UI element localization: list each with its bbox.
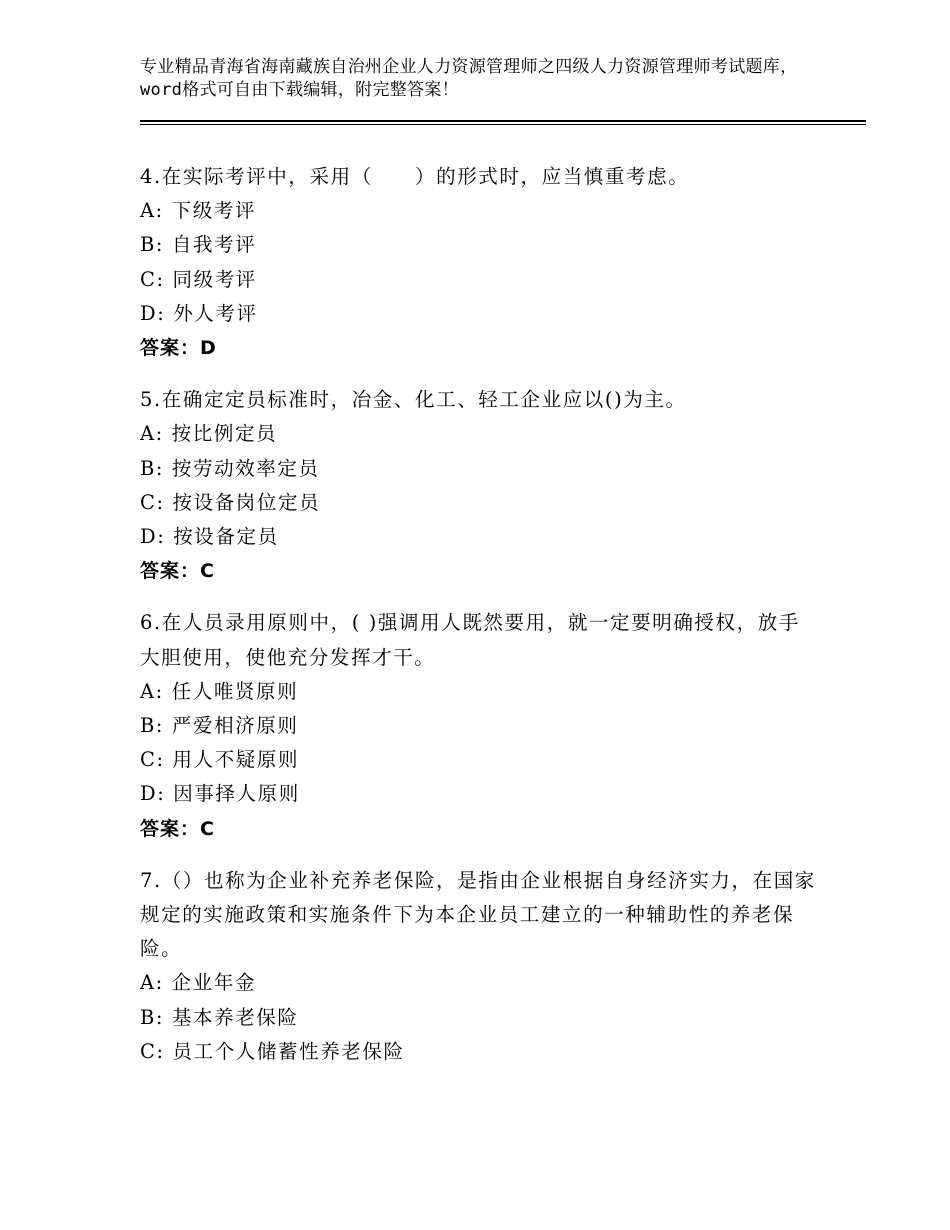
answer: 答案：C (140, 560, 215, 583)
option-a: A: 下级考评 (140, 199, 257, 223)
option-b: B: 基本养老保险 (140, 1005, 299, 1029)
question-6 (140, 606, 820, 845)
question-stem: 6.在人员录用原则中，( )强调用人既然要用，就一定要明确授权，放手大胆使用，使他充分发挥才干。 (140, 611, 800, 669)
option-c: C: 同级考评 (140, 267, 257, 291)
option-d: D: 外人考评 (140, 301, 258, 325)
option-b: B: 按劳动效率定员 (140, 456, 320, 480)
option-d: D: 按设备定员 (140, 525, 279, 549)
document-header: 专业精品青海省海南藏族自治州企业人力资源管理师之四级人力资源管理师考试题库，word格式可自由下载编辑，附完整答案！ (140, 57, 798, 100)
answer: 答案：C (140, 817, 215, 840)
option-b: B: 自我考评 (140, 233, 257, 257)
question-stem: 7.（）也称为企业补充养老保险，是指由企业根据自身经济实力，在国家规定的实施政策和实施条件下为本企业员工建立的一种辅助性的养老保险。 (140, 868, 816, 961)
option-a: A: 企业年金 (140, 971, 257, 995)
question-stem: 4.在实际考评中，采用（ ）的形式时，应当慎重考虑。 (140, 165, 690, 188)
answer: 答案：D (140, 337, 217, 360)
header-divider (140, 120, 866, 125)
question-5 (140, 383, 820, 588)
option-a: A: 任人唯贤原则 (140, 679, 299, 703)
question-7 (140, 864, 820, 1069)
option-c: C: 用人不疑原则 (140, 748, 300, 772)
question-list (140, 160, 820, 1087)
option-b: B: 严爱相济原则 (140, 714, 299, 738)
option-d: D: 因事择人原则 (140, 782, 300, 806)
option-a: A: 按比例定员 (140, 422, 278, 446)
question-4 (140, 160, 820, 365)
option-c: C: 按设备岗位定员 (140, 490, 321, 514)
question-stem: 5.在确定定员标准时，冶金、化工、轻工企业应以()为主。 (140, 388, 687, 412)
option-c: C: 员工个人储蓄性养老保险 (140, 1039, 405, 1063)
